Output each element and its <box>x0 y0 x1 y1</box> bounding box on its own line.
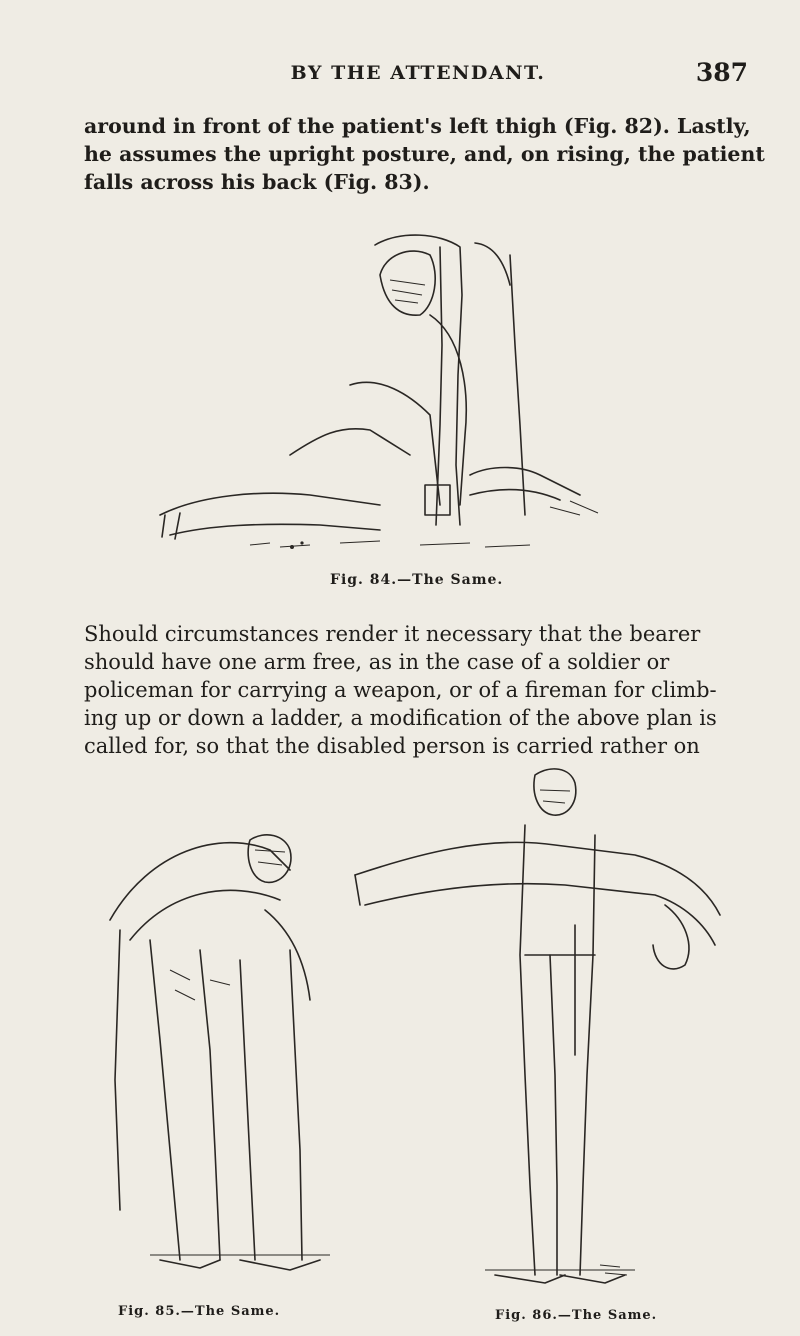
figure-84-illustration <box>140 225 620 565</box>
text-line: he assumes the upright posture, and, on rising, the patient <box>84 142 765 166</box>
text-line: Should circumstances render it necessary that the bearer <box>84 622 701 646</box>
running-title: BY THE ATTENDANT. <box>290 62 546 84</box>
figure-85-illustration <box>90 790 360 1300</box>
text-line: around in front of the patient's left thigh (Fig. 82). Lastly, <box>84 114 751 138</box>
text-line: policeman for carrying a weapon, or of a fireman for climb- <box>84 678 717 702</box>
text-line: called for, so that the disabled person is carried rather on <box>84 734 700 758</box>
figure-86-illustration <box>335 755 725 1305</box>
running-head <box>88 58 748 94</box>
text-line: should have one arm free, as in the case of a soldier or <box>84 650 670 674</box>
page-number: 387 <box>695 58 748 87</box>
figure-85-caption: Fig. 85.—The Same. <box>118 1304 281 1319</box>
text-line: ing up or down a ladder, a modification of the above plan is <box>84 706 717 730</box>
figure-86-caption: Fig. 86.—The Same. <box>495 1308 658 1323</box>
text-line: falls across his back (Fig. 83). <box>84 170 430 194</box>
paragraph-2 <box>84 620 750 760</box>
paragraph-1 <box>84 112 765 196</box>
figure-84-caption: Fig. 84.—The Same. <box>330 572 504 588</box>
